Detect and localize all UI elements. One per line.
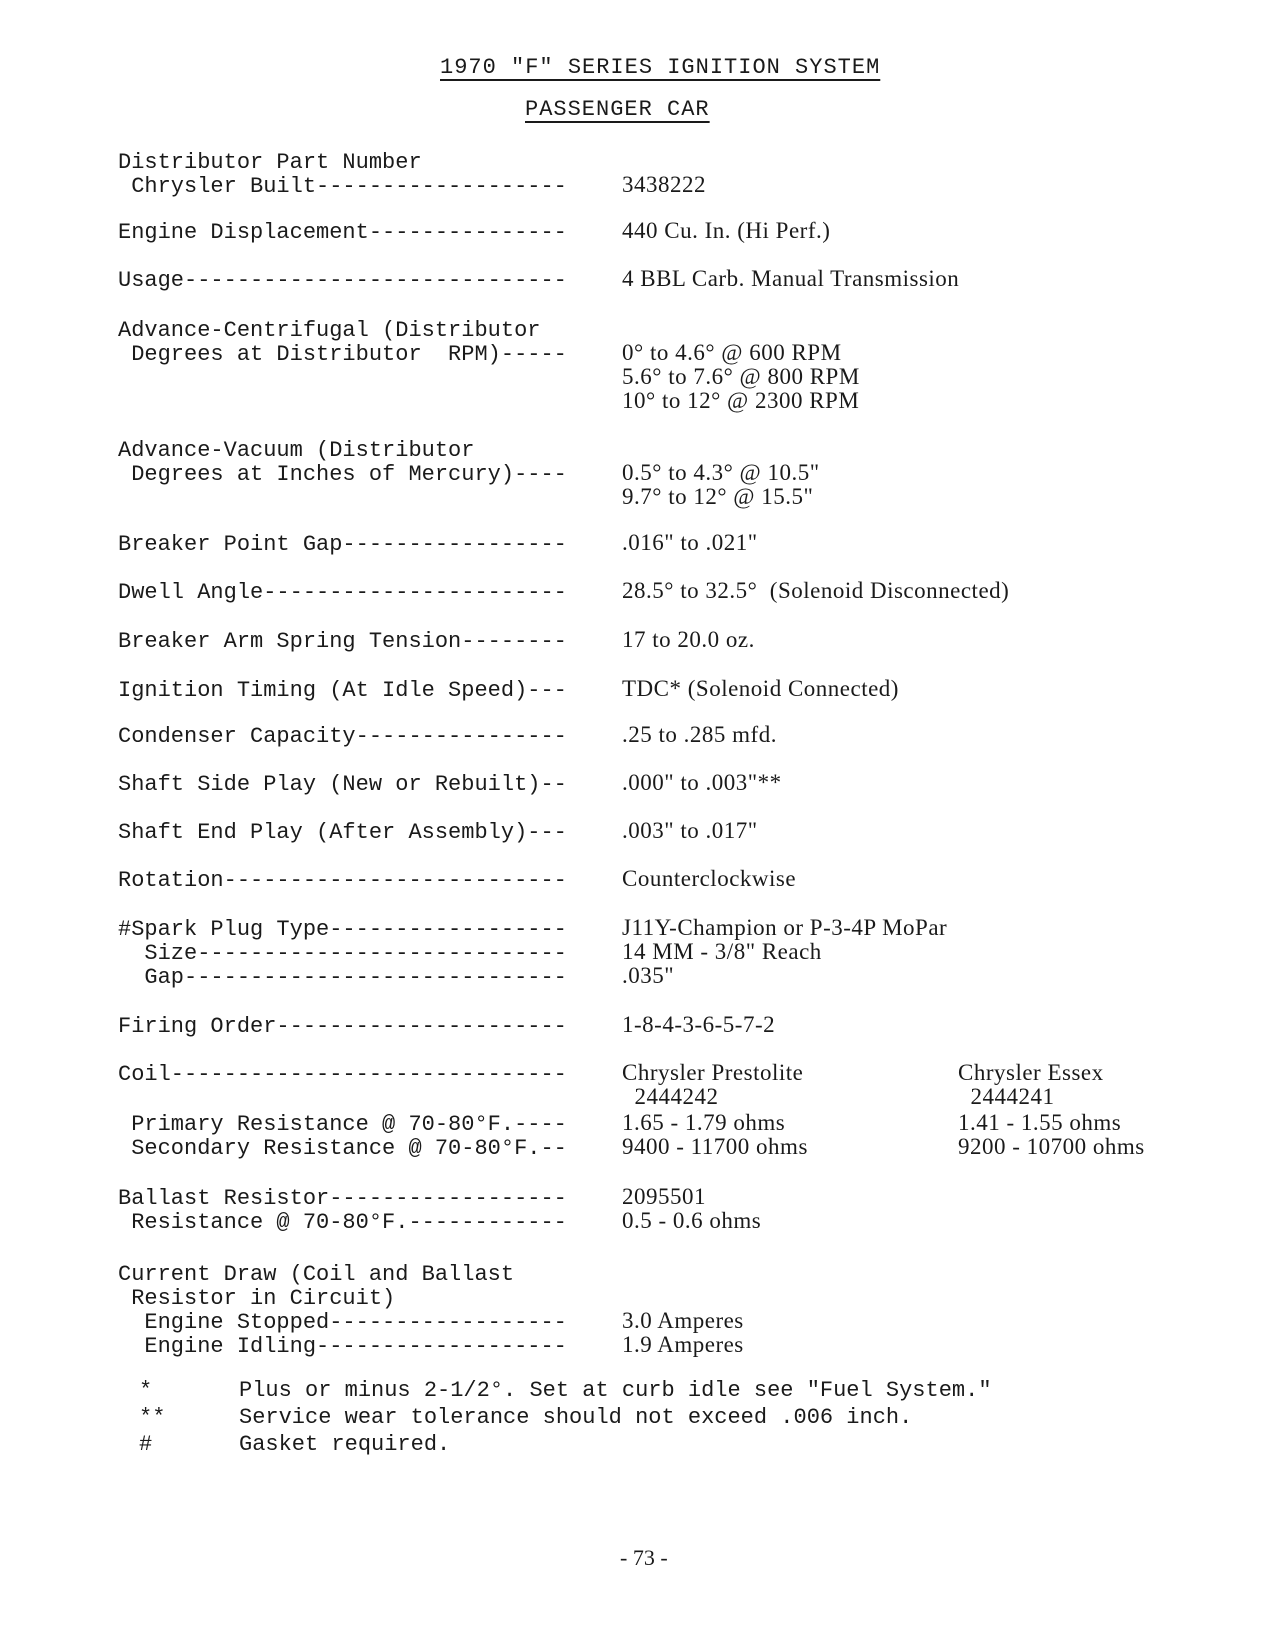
spec-label: Chrysler Built-------------------: [118, 174, 567, 199]
spec-value: 3.0 Amperes: [622, 1308, 744, 1333]
spec-value: .003" to .017": [622, 818, 758, 843]
page-number: - 73 -: [620, 1545, 668, 1570]
spec-label: Usage-----------------------------: [118, 268, 567, 293]
spec-value-alt: 2444241: [958, 1084, 1055, 1109]
spec-row: [118, 172, 706, 199]
spec-value: 9.7° to 12° @ 15.5": [622, 484, 814, 509]
page-subtitle: PASSENGER CAR: [525, 97, 710, 122]
spec-row: [118, 316, 622, 343]
spec-label: #Spark Plug Type------------------: [118, 917, 567, 942]
spec-value: .000" to .003"**: [622, 770, 782, 795]
spec-value: 0° to 4.6° @ 600 RPM: [622, 340, 842, 365]
spec-row: [118, 266, 959, 293]
spec-row: [118, 676, 899, 703]
spec-value: 1.65 - 1.79 ohms: [622, 1110, 786, 1135]
footnote: * Plus or minus 2-1/2°. Set at curb idle see "Fuel System.": [139, 1378, 992, 1403]
spec-value-alt: Chrysler Essex: [958, 1060, 1104, 1085]
spec-value: 9400 - 11700 ohms: [622, 1134, 808, 1159]
spec-label: Condenser Capacity----------------: [118, 724, 567, 749]
spec-value: TDC* (Solenoid Connected): [622, 676, 899, 701]
spec-row: [118, 578, 1009, 605]
spec-label: Secondary Resistance @ 70-80°F.--: [118, 1136, 567, 1161]
page-title: 1970 "F" SERIES IGNITION SYSTEM: [440, 55, 881, 80]
spec-value: .25 to .285 mfd.: [622, 722, 777, 747]
spec-label: Current Draw (Coil and Ballast: [118, 1262, 515, 1287]
spec-row: [118, 218, 830, 245]
spec-label: Rotation--------------------------: [118, 868, 567, 893]
spec-label: Dwell Angle-----------------------: [118, 580, 567, 605]
spec-row: [118, 866, 796, 893]
spec-label: Shaft Side Play (New or Rebuilt)--: [118, 772, 567, 797]
spec-label: Distributor Part Number: [118, 150, 422, 175]
spec-row: [118, 770, 782, 797]
spec-row: [118, 388, 859, 415]
spec-row: [118, 1134, 1145, 1161]
spec-row: [118, 722, 777, 749]
spec-value: .035": [622, 963, 675, 988]
spec-value: 1-8-4-3-6-5-7-2: [622, 1012, 776, 1037]
spec-label: Advance-Centrifugal (Distributor: [118, 318, 541, 343]
spec-label: Advance-Vacuum (Distributor: [118, 438, 475, 463]
spec-row: [118, 1184, 706, 1211]
spec-row: [118, 963, 674, 990]
spec-label: Ballast Resistor------------------: [118, 1186, 567, 1211]
spec-row: [118, 436, 622, 463]
spec-label: Coil------------------------------: [118, 1062, 567, 1087]
spec-value-alt: 1.41 - 1.55 ohms: [958, 1110, 1122, 1135]
spec-label: Degrees at Inches of Mercury)----: [118, 462, 567, 487]
spec-value: .016" to .021": [622, 530, 758, 555]
spec-row: [118, 1284, 622, 1311]
spec-row: [118, 460, 820, 487]
spec-row: [118, 818, 758, 845]
spec-label: Degrees at Distributor RPM)-----: [118, 342, 567, 367]
footnote: # Gasket required.: [139, 1432, 451, 1457]
spec-label: Gap-----------------------------: [118, 965, 567, 990]
spec-label: Resistance @ 70-80°F.------------: [118, 1210, 567, 1235]
spec-value: 4 BBL Carb. Manual Transmission: [622, 266, 960, 291]
spec-label: Shaft End Play (After Assembly)---: [118, 820, 567, 845]
spec-row: [118, 484, 813, 511]
spec-value: 2095501: [622, 1184, 706, 1209]
spec-label: Resistor in Circuit): [118, 1286, 396, 1311]
spec-value: 14 MM - 3/8" Reach: [622, 939, 822, 964]
spec-value: Chrysler Prestolite: [622, 1060, 804, 1085]
spec-value: 17 to 20.0 oz.: [622, 627, 755, 652]
spec-row: [118, 939, 822, 966]
spec-value: 440 Cu. In. (Hi Perf.): [622, 218, 831, 243]
spec-value: 10° to 12° @ 2300 RPM: [622, 388, 860, 413]
spec-value: 2444242: [622, 1084, 719, 1109]
spec-row: [118, 1332, 744, 1359]
spec-label: Firing Order----------------------: [118, 1014, 567, 1039]
spec-row: [118, 1060, 1104, 1087]
spec-value: 0.5 - 0.6 ohms: [622, 1208, 762, 1233]
spec-row: [118, 915, 947, 942]
spec-value: 5.6° to 7.6° @ 800 RPM: [622, 364, 860, 389]
spec-value: 1.9 Amperes: [622, 1332, 744, 1357]
spec-row: [118, 1208, 761, 1235]
spec-value: J11Y-Champion or P-3-4P MoPar: [622, 915, 948, 940]
spec-label: Engine Stopped------------------: [118, 1310, 567, 1335]
spec-label: Size----------------------------: [118, 941, 567, 966]
footnote: ** Service wear tolerance should not exceed .006 inch.: [139, 1405, 913, 1430]
spec-label: Primary Resistance @ 70-80°F.----: [118, 1112, 567, 1137]
spec-row: [118, 1012, 775, 1039]
spec-row: [118, 1260, 622, 1287]
spec-row: [118, 148, 622, 175]
spec-row: [118, 627, 755, 654]
spec-value-alt: 9200 - 10700 ohms: [958, 1134, 1145, 1159]
spec-label: Engine Idling-------------------: [118, 1334, 567, 1359]
spec-row: [118, 1084, 1055, 1111]
spec-label: Breaker Point Gap-----------------: [118, 532, 567, 557]
spec-row: [118, 364, 860, 391]
spec-row: [118, 530, 758, 557]
spec-row: [118, 1110, 1122, 1137]
spec-label: Engine Displacement---------------: [118, 220, 567, 245]
spec-row: [118, 340, 842, 367]
spec-row: [118, 1308, 744, 1335]
spec-label: Ignition Timing (At Idle Speed)---: [118, 678, 567, 703]
spec-value: 28.5° to 32.5° (Solenoid Disconnected): [622, 578, 1010, 603]
spec-label: Breaker Arm Spring Tension--------: [118, 629, 567, 654]
spec-value: 0.5° to 4.3° @ 10.5": [622, 460, 820, 485]
spec-value: 3438222: [622, 172, 706, 197]
spec-value: Counterclockwise: [622, 866, 797, 891]
